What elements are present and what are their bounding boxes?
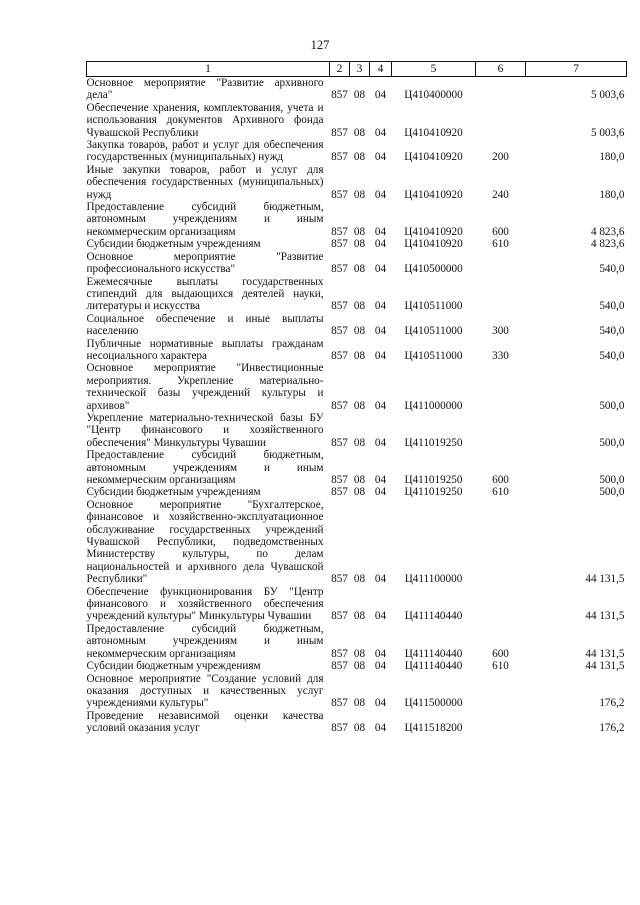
cell-ministry: 857	[331, 436, 348, 449]
column-header: 2	[330, 62, 350, 77]
cell-ministry: 857	[331, 697, 348, 710]
cell-section: 08	[353, 697, 366, 710]
row-name: Социальное обеспечение и иные выплаты населению	[86, 312, 324, 338]
cell-amount: 44 131,5	[585, 660, 625, 673]
cell-target-article: Ц410511000	[404, 300, 463, 313]
cell-subsection: 04	[374, 126, 387, 139]
cell-ministry: 857	[331, 722, 348, 735]
cell-section: 08	[353, 436, 366, 449]
column-header: 6	[476, 62, 526, 77]
cell-ministry: 857	[331, 188, 348, 201]
cell-expense-type	[476, 362, 526, 412]
cell-section: 08	[353, 300, 366, 313]
row-name: Укрепление материально-технической базы БУ "Центр финансового и хозяйственного обеспечения" Минкультуры Чувашии	[86, 411, 324, 449]
table-row	[87, 338, 627, 363]
cell-subsection: 04	[374, 89, 387, 102]
cell-target-article: Ц410400000	[404, 89, 463, 102]
cell-amount: 500,0	[599, 436, 625, 449]
table-row	[87, 499, 627, 586]
cell-target-article: Ц410410920	[404, 126, 463, 139]
table-row	[87, 362, 627, 412]
cell-ministry: 857	[331, 263, 348, 276]
cell-expense-type: 330	[492, 349, 509, 362]
cell-target-article: Ц411000000	[404, 399, 463, 412]
cell-section: 08	[353, 486, 366, 499]
cell-target-article: Ц411140440	[404, 610, 463, 623]
table-row	[87, 449, 627, 486]
row-name: Публичные нормативные выплаты гражданам несоциального характера	[86, 337, 324, 362]
cell-subsection: 04	[374, 573, 387, 586]
cell-subsection: 04	[374, 399, 387, 412]
cell-target-article: Ц411019250	[404, 436, 463, 449]
cell-expense-type: 610	[492, 486, 509, 499]
column-header: 3	[350, 62, 370, 77]
table-row	[87, 586, 627, 623]
row-name: Основное мероприятие "Создание условий для оказания доступных и качественных услуг учреждениями культуры"	[86, 672, 324, 710]
row-name: Субсидии бюджетным учреждениям	[86, 238, 261, 251]
cell-section: 08	[353, 573, 366, 586]
cell-expense-type	[476, 710, 526, 735]
cell-subsection: 04	[374, 225, 387, 238]
cell-ministry: 857	[331, 647, 348, 660]
cell-amount: 4 823,6	[590, 225, 625, 238]
cell-section: 08	[353, 610, 366, 623]
cell-ministry: 857	[331, 573, 348, 586]
row-name: Основное мероприятие "Бухгалтерское, финансовое и хозяйственно-эксплуатационное обслуживание государственных учреждений Чувашской Республики, подведомственных Министерству культуры, по делам национальностей и архивного дела Чувашской Республики"	[86, 498, 324, 586]
cell-target-article: Ц411500000	[404, 697, 463, 710]
cell-section: 08	[353, 188, 366, 201]
row-name: Проведение независимой оценки качества условий оказания услуг	[86, 709, 324, 735]
row-name: Обеспечение функционирования БУ "Центр финансового и хозяйственного обеспечения учреждений культуры" Минкультуры Чувашии	[86, 585, 324, 623]
cell-ministry: 857	[331, 126, 348, 139]
cell-section: 08	[353, 647, 366, 660]
row-name: Субсидии бюджетным учреждениям	[86, 660, 261, 673]
cell-expense-type	[476, 412, 526, 449]
cell-subsection: 04	[374, 474, 387, 486]
cell-target-article: Ц411019250	[404, 486, 463, 499]
cell-target-article: Ц411100000	[404, 573, 463, 586]
row-name: Основное мероприятие "Инвестиционные мероприятия. Укрепление материально-технической базы учреждений культуры и архивов"	[86, 362, 324, 412]
cell-expense-type: 600	[492, 647, 509, 660]
row-name: Субсидии бюджетным учреждениям	[86, 486, 261, 499]
row-name: Основное мероприятие "Развитие профессионального искусства"	[86, 250, 324, 276]
cell-ministry: 857	[331, 486, 348, 499]
cell-expense-type: 600	[492, 474, 509, 486]
cell-target-article: Ц411518200	[404, 722, 463, 735]
cell-target-article: Ц410410920	[404, 238, 463, 251]
table-row	[87, 486, 627, 498]
cell-ministry: 857	[331, 660, 348, 673]
cell-section: 08	[353, 89, 366, 102]
table-row	[87, 276, 627, 313]
cell-target-article: Ц411140440	[404, 660, 463, 673]
cell-subsection: 04	[374, 300, 387, 313]
cell-subsection: 04	[374, 436, 387, 449]
table-row	[87, 238, 627, 250]
cell-amount: 4 823,6	[590, 238, 625, 251]
cell-subsection: 04	[374, 660, 387, 673]
cell-subsection: 04	[374, 722, 387, 735]
cell-target-article: Ц410410920	[404, 151, 463, 164]
row-name: Обеспечение хранения, комплектования, учета и использования документов Архивного фонда Чувашской Республики	[86, 101, 324, 139]
cell-amount: 540,0	[599, 300, 625, 313]
cell-section: 08	[353, 151, 366, 164]
cell-ministry: 857	[331, 325, 348, 338]
cell-ministry: 857	[331, 399, 348, 412]
cell-subsection: 04	[374, 263, 387, 276]
table-row	[87, 102, 627, 139]
cell-expense-type	[476, 77, 526, 102]
cell-expense-type: 300	[492, 325, 509, 338]
cell-section: 08	[353, 660, 366, 673]
cell-ministry: 857	[331, 89, 348, 102]
cell-subsection: 04	[374, 647, 387, 660]
table-body	[87, 77, 627, 735]
row-name: Иные закупки товаров, работ и услуг для обеспечения государственных (муниципальных) нужд	[86, 163, 324, 201]
table-row	[87, 77, 627, 102]
row-name: Предоставление субсидий бюджетным, автономным учреждениям и иным некоммерческим организациям	[86, 449, 324, 486]
cell-target-article: Ц410410920	[404, 225, 463, 238]
cell-target-article: Ц411140440	[404, 647, 463, 660]
cell-expense-type	[476, 499, 526, 586]
cell-section: 08	[353, 349, 366, 362]
cell-amount: 180,0	[599, 151, 625, 164]
table-row	[87, 139, 627, 164]
column-header: 7	[526, 62, 627, 77]
cell-subsection: 04	[374, 349, 387, 362]
cell-amount: 180,0	[599, 188, 625, 201]
cell-amount: 176,2	[599, 722, 625, 735]
cell-amount: 5 003,6	[590, 126, 625, 139]
column-header: 5	[392, 62, 476, 77]
table-row	[87, 313, 627, 338]
cell-ministry: 857	[331, 474, 348, 486]
cell-section: 08	[353, 399, 366, 412]
column-header: 1	[87, 62, 330, 77]
cell-section: 08	[353, 325, 366, 338]
cell-subsection: 04	[374, 610, 387, 623]
table-row	[87, 660, 627, 672]
cell-amount: 500,0	[599, 474, 625, 486]
cell-section: 08	[353, 263, 366, 276]
cell-section: 08	[353, 126, 366, 139]
row-name: Закупка товаров, работ и услуг для обеспечения государственных (муниципальных) нужд	[86, 139, 324, 164]
cell-subsection: 04	[374, 238, 387, 251]
cell-amount: 540,0	[599, 349, 625, 362]
cell-ministry: 857	[331, 610, 348, 623]
cell-expense-type	[476, 586, 526, 623]
cell-section: 08	[353, 722, 366, 735]
cell-target-article: Ц411019250	[404, 474, 463, 486]
cell-amount: 540,0	[599, 263, 625, 276]
cell-amount: 176,2	[599, 697, 625, 710]
row-name: Предоставление субсидий бюджетным, автономным учреждениям и иным некоммерческим организациям	[86, 622, 324, 660]
cell-expense-type	[476, 673, 526, 710]
cell-subsection: 04	[374, 697, 387, 710]
cell-expense-type	[476, 102, 526, 139]
row-name: Предоставление субсидий бюджетным, автономным учреждениям и иным некоммерческим организациям	[86, 201, 324, 238]
cell-target-article: Ц410500000	[404, 263, 463, 276]
table-row	[87, 201, 627, 238]
cell-amount: 44 131,5	[585, 573, 625, 586]
cell-amount: 500,0	[599, 486, 625, 499]
cell-expense-type: 600	[492, 225, 509, 238]
row-name: Основное мероприятие "Развитие архивного дела"	[86, 77, 324, 102]
table-row	[87, 710, 627, 735]
row-name: Ежемесячные выплаты государственных стипендий для выдающихся деятелей науки, литературы и искусства	[86, 275, 324, 313]
cell-subsection: 04	[374, 188, 387, 201]
cell-target-article: Ц410511000	[404, 349, 463, 362]
column-header-row	[87, 62, 627, 77]
cell-amount: 500,0	[599, 399, 625, 412]
cell-ministry: 857	[331, 349, 348, 362]
cell-subsection: 04	[374, 325, 387, 338]
cell-ministry: 857	[331, 300, 348, 313]
cell-amount: 44 131,5	[585, 647, 625, 660]
cell-ministry: 857	[331, 151, 348, 164]
page-number: 127	[310, 38, 330, 52]
cell-expense-type	[476, 251, 526, 276]
budget-table	[86, 61, 627, 735]
table-row	[87, 164, 627, 201]
table-row	[87, 623, 627, 660]
cell-subsection: 04	[374, 486, 387, 499]
cell-section: 08	[353, 474, 366, 486]
cell-expense-type: 240	[492, 188, 509, 201]
cell-expense-type: 610	[492, 238, 509, 251]
cell-subsection: 04	[374, 151, 387, 164]
cell-amount: 540,0	[599, 325, 625, 338]
table-row	[87, 412, 627, 449]
cell-section: 08	[353, 225, 366, 238]
cell-expense-type: 200	[492, 151, 509, 164]
cell-ministry: 857	[331, 238, 348, 251]
cell-expense-type: 610	[492, 660, 509, 673]
cell-target-article: Ц410410920	[404, 188, 463, 201]
table-row	[87, 673, 627, 710]
cell-section: 08	[353, 238, 366, 251]
cell-target-article: Ц410511000	[404, 325, 463, 338]
cell-amount: 44 131,5	[585, 610, 625, 623]
cell-amount: 5 003,6	[590, 89, 625, 102]
table-row	[87, 251, 627, 276]
cell-expense-type	[476, 276, 526, 313]
cell-ministry: 857	[331, 225, 348, 238]
column-header: 4	[370, 62, 392, 77]
